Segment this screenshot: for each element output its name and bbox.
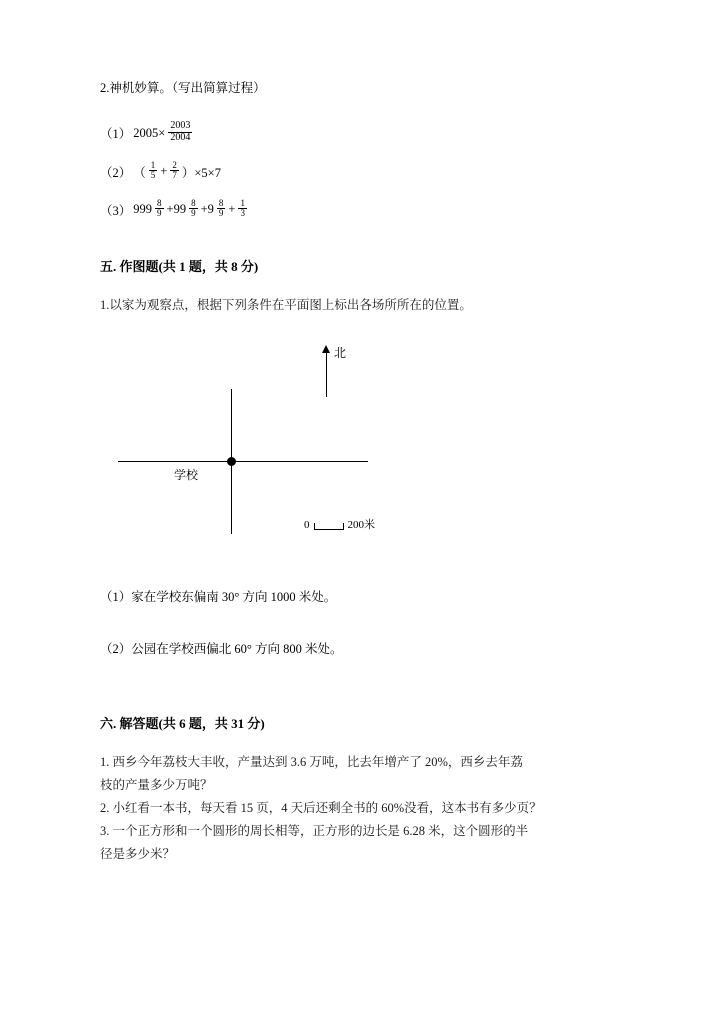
expression-tail: ）×5×7 [181,165,221,180]
fraction-denominator: 5 [150,170,156,181]
north-arrow-icon [326,351,327,397]
section-6-line-5: 径是多少米？ [100,846,176,861]
section-5-sub-2: （2）公园在学校西偏北 60° 方向 800 米处。 [100,641,343,656]
paren-open: （ [133,165,146,180]
fraction-denominator: 2004 [170,131,191,143]
problem-2-item-2-index: （2） [100,165,132,180]
scale-zero-label: 0 [304,518,310,531]
term-2-integer: +99 [166,202,187,217]
position-map-figure [108,331,528,561]
fraction-numerator: 8 [191,197,196,208]
fraction-2003-2004 [168,121,192,143]
section-6-line-2: 枝的产量多少万吨？ [100,777,213,792]
problem-2-item-1-index: （1） [100,127,132,141]
fraction-numerator: 1 [150,160,156,170]
fraction-denominator: 9 [191,208,196,219]
fraction-denominator: 9 [157,208,162,219]
problem-2-item-1 [100,122,624,144]
fraction-2-7 [170,161,179,181]
fraction-8-9-b [189,199,198,219]
section-6-line-3: 2. 小红看一本书，每天看 15 页，4 天后还剩全书的 60%没看，这本书有多少页？ [100,800,542,815]
scale-bar-segment [314,522,344,530]
fraction-denominator: 7 [172,170,177,181]
fraction-8-9-c [217,199,226,219]
problem-2-item-3-index: （3） [100,203,132,218]
section-5-heading: 五. 作图题(共 1 题，共 8 分) [100,258,259,274]
problem-2-item-2 [100,162,624,182]
map-origin-point [227,457,236,466]
fraction-denominator: 3 [240,208,245,219]
map-north-label: 北 [334,345,347,360]
fraction-8-9-a [155,199,164,219]
problem-2-item-1-expression: 2005× [133,125,166,140]
problem-2-item-3 [100,197,624,220]
section-5-question-1: 1.以家为观察点，根据下列条件在平面图上标出各场所所在的位置。 [100,297,472,312]
fraction-denominator: 9 [218,208,224,219]
fraction-numerator: 2003 [170,120,191,131]
map-scale-bar [304,519,375,531]
section-5-sub-1: （1）家在学校东偏南 30° 方向 1000 米处。 [100,589,337,604]
section-6-line-1: 1. 西乡今年荔枝大丰收，产量达到 3.6 万吨，比去年增产了 20%，西乡去年荔 [100,754,523,769]
section-6-question-list [100,752,624,865]
section-6-line-4: 3. 一个正方形和一个圆形的周长相等，正方形的边长是 6.28 米，这个圆形的半 [100,823,529,838]
map-horizontal-axis [118,461,368,462]
page-content [100,78,624,867]
plus-sign: + [160,164,168,179]
section-6-heading: 六. 解答题(共 6 题，共 31 分) [100,715,265,731]
problem-2-title: 2.神机妙算。（写出简算过程） [100,81,266,95]
term-4-operator: + [228,202,236,217]
term-3-integer: +9 [200,202,214,217]
term-1-integer: 999 [133,202,153,217]
map-school-label: 学校 [174,467,199,482]
fraction-numerator: 8 [157,197,162,208]
fraction-numerator: 8 [218,197,224,208]
fraction-numerator: 1 [240,197,245,208]
fraction-numerator: 2 [172,160,177,170]
scale-distance-label: 200米 [347,518,375,531]
fraction-1-5 [149,161,158,181]
fraction-1-3 [238,199,247,219]
